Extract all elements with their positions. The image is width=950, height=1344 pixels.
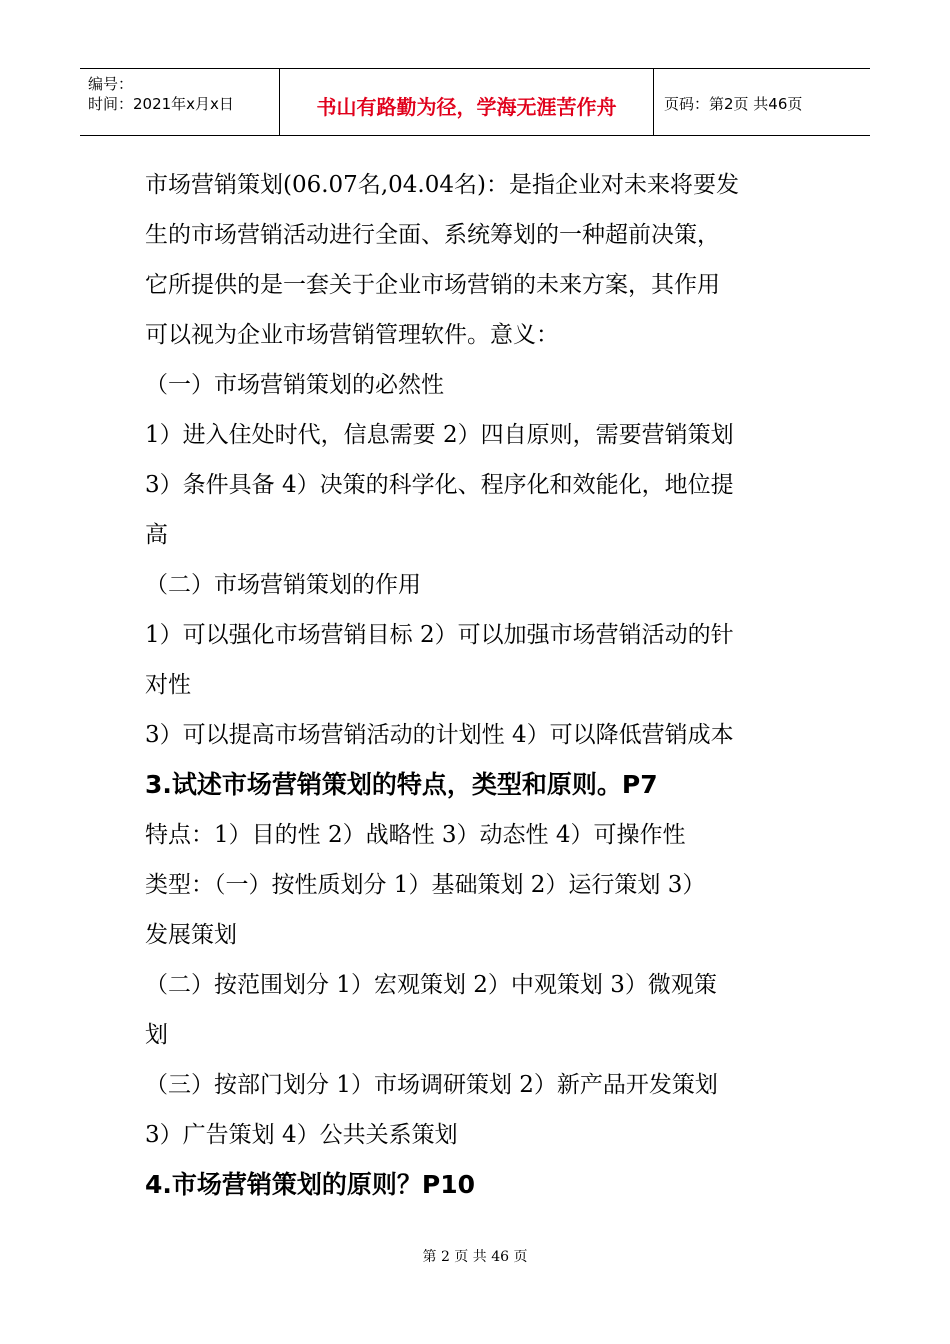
paragraph-line: 3）广告策划 4）公共关系策划	[145, 1122, 458, 1148]
time-label: 时间：2021年x月x日	[88, 95, 234, 113]
paragraph-line: 1）进入住处时代，信息需要 2）四自原则，需要营销策划	[145, 422, 734, 448]
header-right-cell	[654, 69, 870, 135]
header-middle-cell	[280, 69, 654, 135]
page-code: 页码：第2页 共46页	[664, 95, 803, 113]
page-header	[80, 68, 870, 136]
header-motto: 书山有路勤为径，学海无涯苦作舟	[316, 95, 617, 119]
paragraph-line: 高	[145, 522, 168, 548]
page-footer: 第 2 页 共 46 页	[422, 1249, 528, 1265]
header-left-cell	[80, 69, 280, 135]
paragraph-line: 发展策划	[145, 922, 237, 948]
paragraph-line: 3）可以提高市场营销活动的计划性 4）可以降低营销成本	[145, 722, 734, 748]
paragraph-line: 它所提供的是一套关于企业市场营销的未来方案，其作用	[145, 272, 720, 298]
paragraph-line: 特点：1）目的性 2）战略性 3）动态性 4）可操作性	[145, 822, 686, 848]
paragraph-line: 对性	[145, 672, 191, 698]
paragraph-line: 划	[145, 1022, 168, 1048]
paragraph-line: 1）可以强化市场营销目标 2）可以加强市场营销活动的针	[145, 622, 734, 648]
paragraph-line: 生的市场营销活动进行全面、系统筹划的一种超前决策，	[145, 222, 720, 248]
paragraph-line: 可以视为企业市场营销管理软件。意义：	[145, 322, 559, 348]
paragraph-line: 市场营销策划(06.07名,04.04名)：是指企业对未来将要发	[145, 172, 739, 198]
section-heading-4: 4.市场营销策划的原则？P10	[145, 1170, 476, 1199]
paragraph-line: 类型：（一）按性质划分 1）基础策划 2）运行策划 3）	[145, 872, 706, 898]
number-label: 编号：	[88, 75, 134, 93]
paragraph-line: （二）按范围划分 1）宏观策划 2）中观策划 3）微观策	[145, 972, 717, 998]
section-heading-3: 3.试述市场营销策划的特点，类型和原则。P7	[145, 770, 658, 799]
paragraph-line: （三）按部门划分 1）市场调研策划 2）新产品开发策划	[145, 1072, 718, 1098]
paragraph-line: （二）市场营销策划的作用	[145, 572, 421, 598]
paragraph-line: 3）条件具备 4）决策的科学化、程序化和效能化，地位提	[145, 472, 734, 498]
paragraph-line: （一）市场营销策划的必然性	[145, 372, 444, 398]
document-body	[145, 160, 825, 1210]
